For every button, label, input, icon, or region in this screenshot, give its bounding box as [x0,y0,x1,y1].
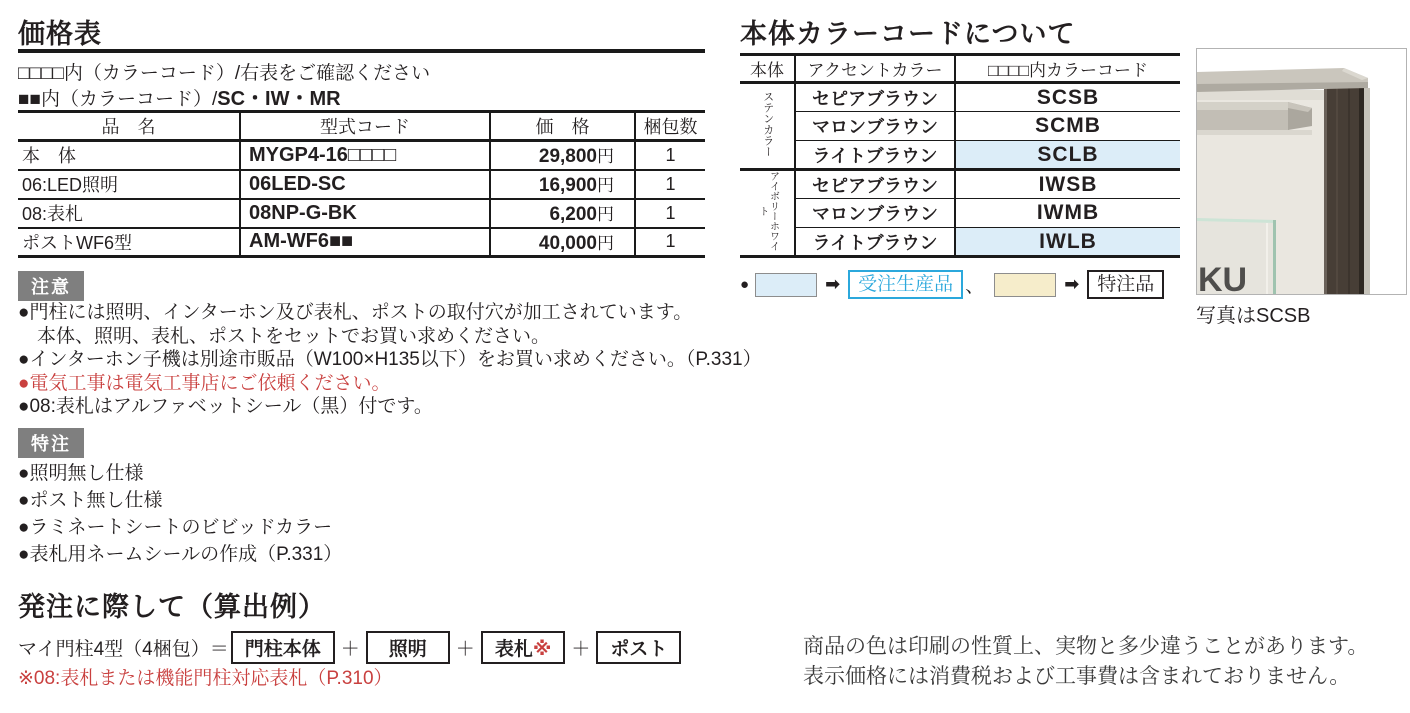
arrow-icon: ➡ [825,274,841,294]
item-qty: 1 [635,170,705,199]
body-color-group-sc [740,83,795,170]
item-code: AM-WF6■■ [240,228,490,257]
price-note-2-prefix: ■■内（カラーコード）/ [18,89,218,110]
photo-caption: 写真はSCSB [1196,305,1311,327]
special-item: ●ラミネートシートのビビッドカラー [18,517,333,538]
color-code: IWSB [955,170,1180,199]
price-header-price: 価 格 [490,112,635,141]
price-unit: 円 [597,233,614,253]
price-section-title: 価格表 [18,19,102,49]
legend-bullet: ● [740,276,750,293]
item-code: 06LED-SC [240,170,490,199]
color-legend [740,270,1164,299]
price-header-name: 品 名 [18,112,240,141]
cream-swatch [994,273,1056,297]
caution-item: ●門柱には照明、インターホン及び表札、ポストの取付穴が加工されています。 [18,302,693,323]
special-list [18,460,342,568]
formula-box-label: 門柱本体 [244,639,321,660]
color-code-highlighted: SCLB [955,141,1180,170]
formula-asterisk: ※ [532,639,552,660]
product-photo [1196,48,1407,295]
blue-swatch [755,273,817,297]
colorcode-table [740,53,1180,258]
body-color-label: アイボリーホワイト [757,170,779,251]
item-qty: 1 [635,228,705,257]
custom-product-label: 特注品 [1087,270,1164,299]
price-unit: 円 [597,176,614,195]
formula-box-light [366,631,450,664]
item-name: ポストWF6型 [18,228,240,257]
arrow-icon: ➡ [1064,274,1080,294]
colorcode-section-title: 本体カラーコードについて [740,19,1076,49]
plus-sign: ＋ [340,639,360,660]
caution-item: ●インターホン子機は別途市販品（W100×H135以下）をお買い求めください。（P.331） [18,349,762,370]
accent-color: マロンブラウン [795,199,955,228]
order-formula [18,631,687,664]
colorcode-row [740,199,1180,228]
body-color-label: ステンカラー [761,90,774,157]
colorcode-header-code: □□□□内カラーコード [955,55,1180,83]
order-section-title: 発注に際して（算出例） [18,592,326,622]
color-code: IWMB [955,199,1180,228]
colorcode-row [740,141,1180,170]
made-to-order-label: 受注生産品 [848,270,963,299]
colorcode-header-body: 本体 [740,55,795,83]
formula-box-post-body [231,631,335,664]
price-header-code: 型式コード [240,112,490,141]
accent-color: セピアブラウン [795,83,955,112]
disclaimer-line: 表示価格には消費税および工事費は含まれておりません。 [803,665,1351,688]
colorcode-header-row [740,55,1180,83]
caution-list [18,301,762,419]
price-title-rule [18,49,705,53]
color-code-highlighted: IWLB [955,228,1180,257]
caution-item: ●08:表札はアルファベットシール（黒）付です。 [18,396,433,417]
price-unit: 円 [597,147,614,167]
price-table [18,110,705,258]
formula-box-label: 表札 [494,639,533,660]
caution-item-electric: ●電気工事は電気工事店にご依頼ください。 [18,372,391,394]
plus-sign: ＋ [571,639,591,660]
accent-color: マロンブラウン [795,112,955,141]
product-photo-image [1196,48,1407,295]
price-table-row [18,199,705,228]
disclaimer-line: 商品の色は印刷の性質上、実物と多少違うことがあります。 [803,635,1369,658]
accent-color: セピアブラウン [795,170,955,199]
item-qty: 1 [635,141,705,170]
price-note-2 [18,82,341,111]
nameplate-letters: KU [1198,261,1248,295]
item-price [490,199,635,228]
special-item: ●照明無し仕様 [18,463,144,484]
plus-sign: ＋ [455,639,475,660]
colorcode-header-accent: アクセントカラー [795,55,955,83]
formula-box-nameplate [481,631,566,664]
item-name: 本 体 [18,141,240,170]
item-name: 08:表札 [18,199,240,228]
item-name: 06:LED照明 [18,170,240,199]
price-unit: 円 [597,205,614,224]
color-code: SCMB [955,112,1180,141]
formula-box-label: 照明 [388,639,427,660]
colorcode-row [740,83,1180,112]
formula-box-postbox [596,631,681,664]
price-table-header-row [18,112,705,141]
item-code: MYGP4-16□□□□ [240,141,490,170]
special-item: ●ポスト無し仕様 [18,490,163,511]
item-code: 08NP-G-BK [240,199,490,228]
special-item: ●表札用ネームシールの作成（P.331） [18,544,343,565]
accent-color: ライトブラウン [795,141,955,170]
price-table-row [18,228,705,257]
price-value: 6,200 [549,204,597,225]
price-value: 16,900 [538,175,597,196]
accent-color: ライトブラウン [795,228,955,257]
colorcode-row [740,228,1180,257]
price-value: 40,000 [538,232,597,254]
item-qty: 1 [635,199,705,228]
special-badge: 特注 [18,428,84,458]
caution-badge: 注意 [18,271,84,301]
price-table-row [18,170,705,199]
order-note: ※08:表札または機能門柱対応表札（P.310） [18,668,393,689]
colorcode-row [740,170,1180,199]
price-table-row [18,141,705,170]
color-code: SCSB [955,83,1180,112]
body-color-group-iw [740,170,795,257]
item-price [490,170,635,199]
colorcode-row [740,112,1180,141]
price-header-qty: 梱包数 [635,112,705,141]
formula-box-label: ポスト [610,639,668,660]
price-value: 29,800 [538,146,597,168]
item-price [490,228,635,257]
price-note-1: □□□□内（カラーコード）/右表をご確認ください [18,63,431,84]
caution-item: 本体、照明、表札、ポストをセットでお買い求めください。 [18,325,551,347]
formula-lhs: マイ門柱4型（4梱包）＝ [18,639,229,660]
item-price [490,141,635,170]
disclaimer [803,632,1368,692]
price-note-2-codes: SC・IW・MR [217,88,341,110]
legend-comma: 、 [965,276,985,297]
